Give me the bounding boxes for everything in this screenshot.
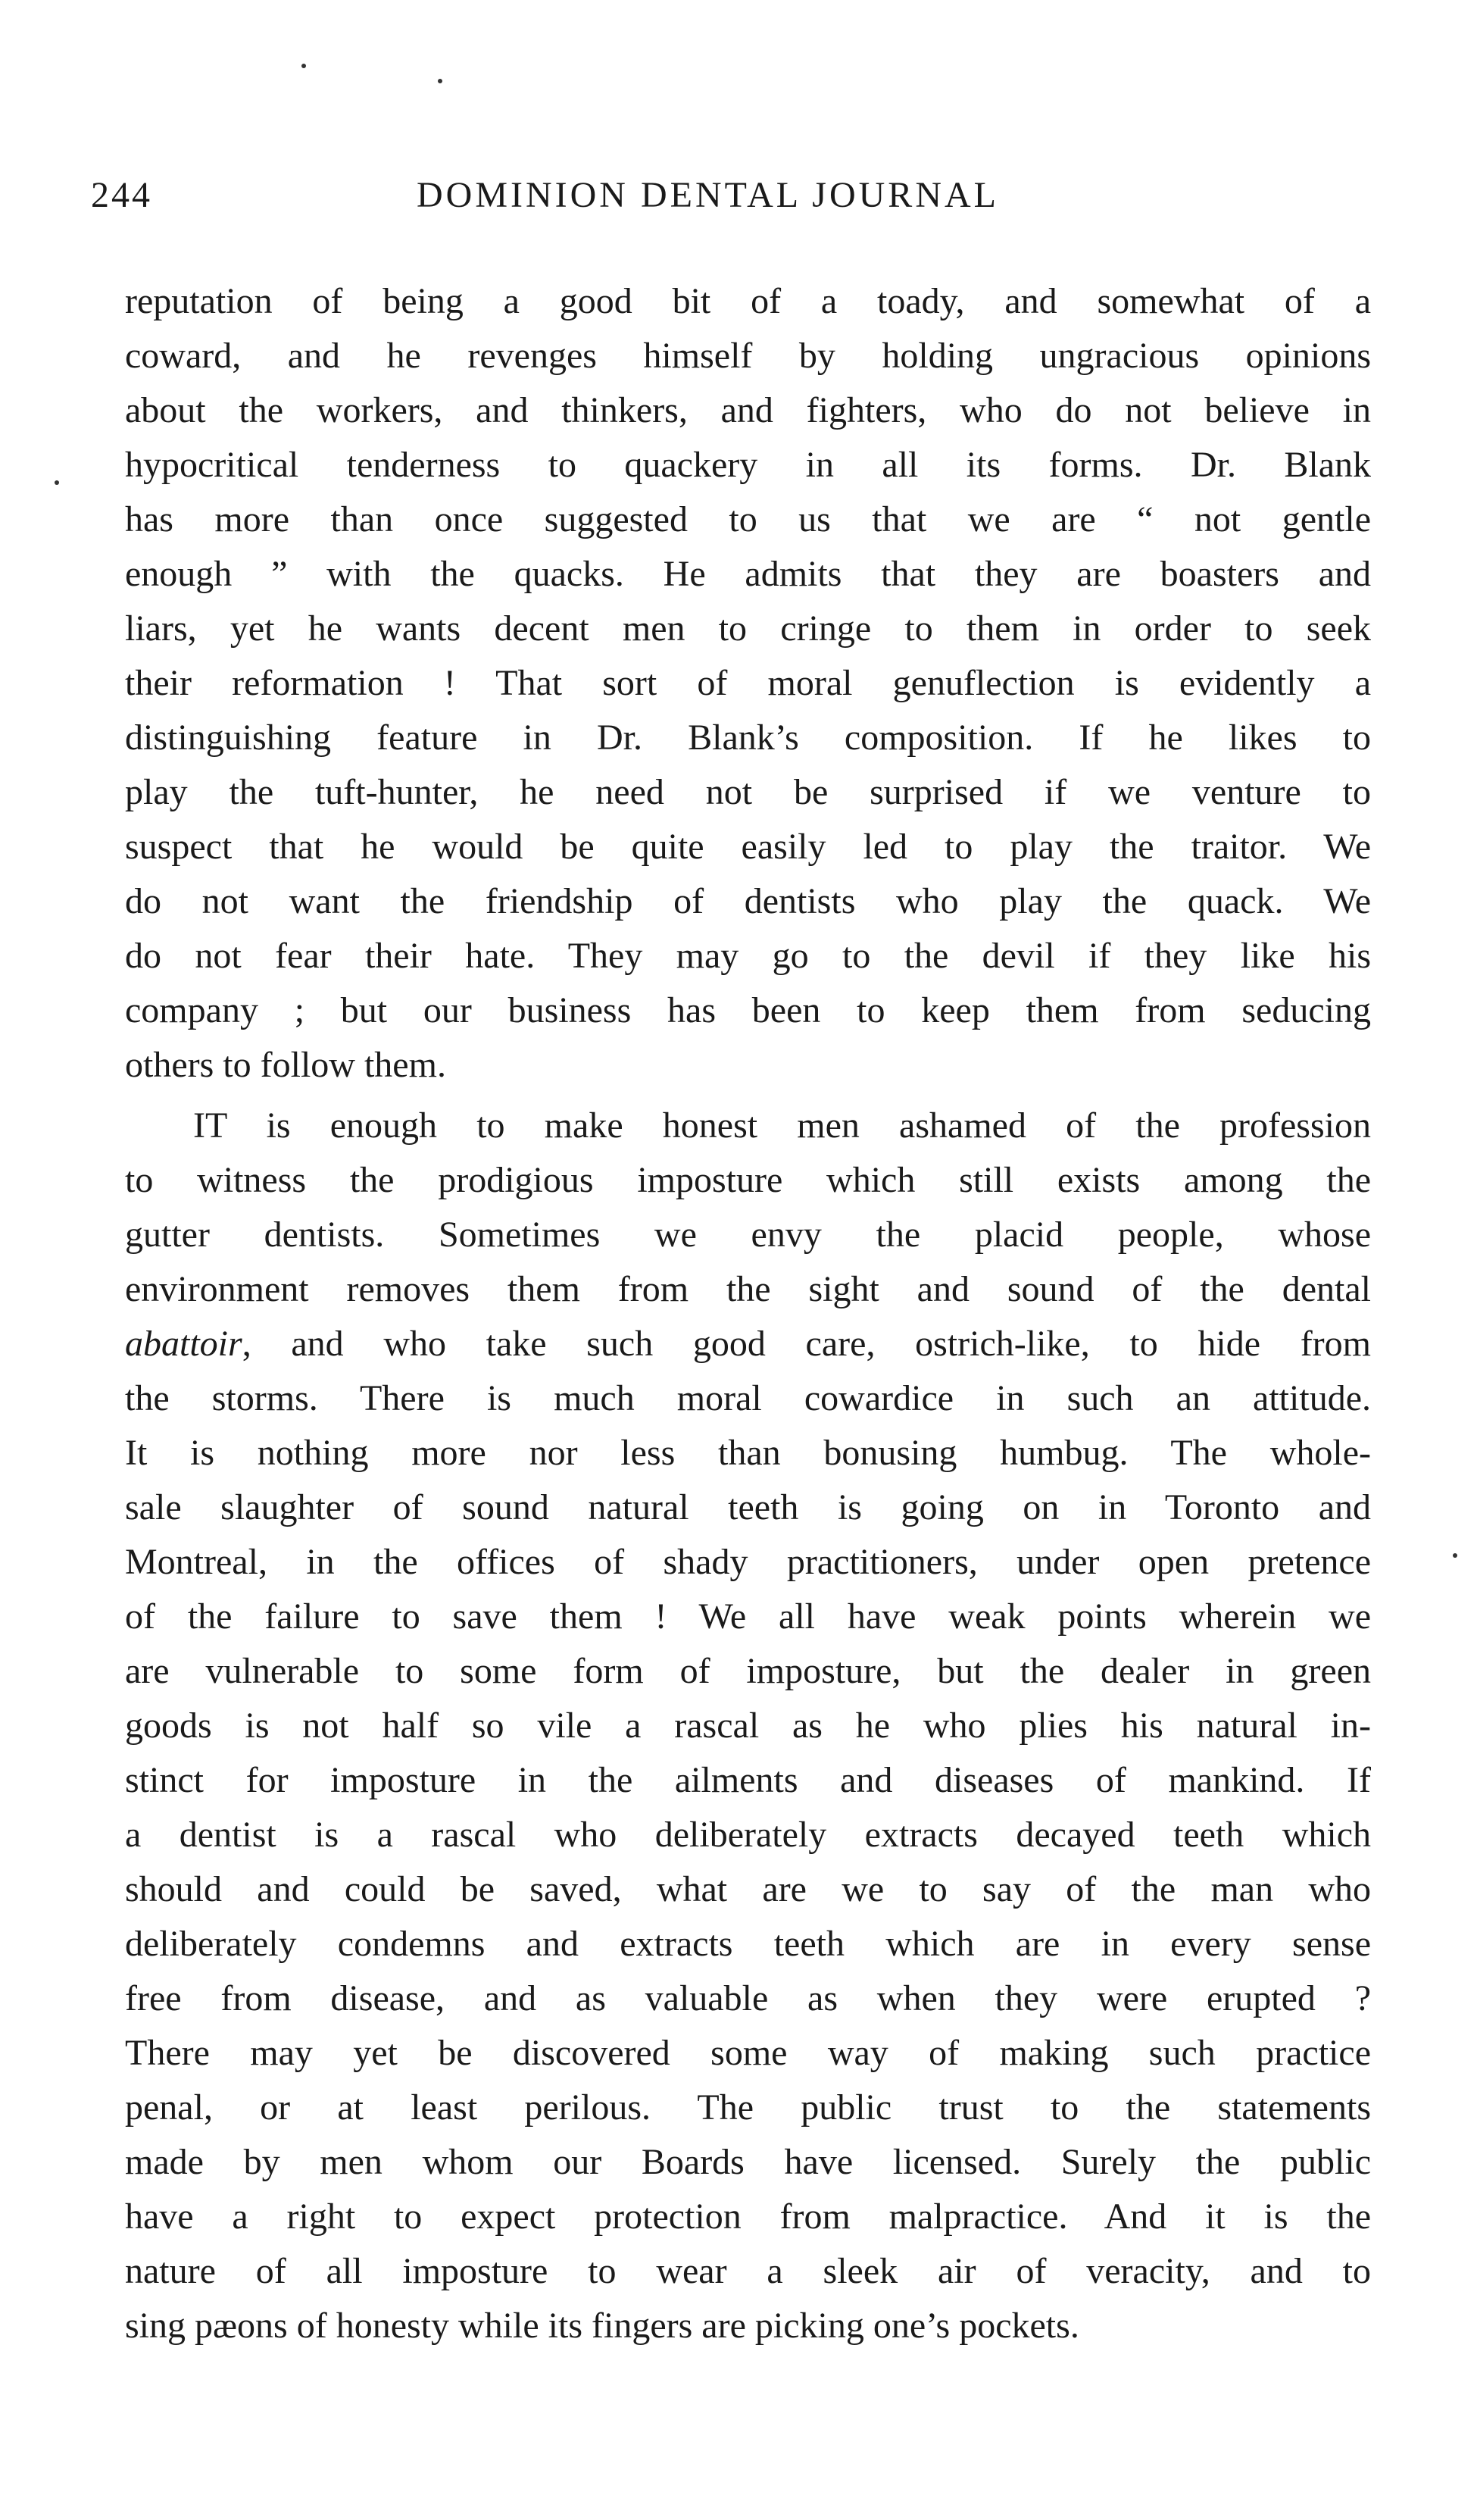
text-line: their reformation ! That sort of moral genuflection is evidently a	[125, 663, 1371, 703]
text-line: sing pæons of honesty while its fingers are picking one’s pockets.	[125, 2306, 1079, 2346]
text-line: It is nothing more nor less than bonusing humbug. The whole-	[125, 1433, 1371, 1473]
text-line: have a right to expect protection from malpractice. And it is the	[125, 2196, 1371, 2237]
text-line: the storms. There is much moral cowardice in such an attitude.	[125, 1378, 1371, 1418]
text-line: hypocritical tenderness to quackery in all its forms. Dr. Blank	[125, 445, 1371, 485]
text-line: goods is not half so vile a rascal as he who plies his natural in-	[125, 1706, 1371, 1746]
text-line: reputation of being a good bit of a toady, and somewhat of a	[125, 281, 1371, 321]
text-line: deliberately condemns and extracts teeth which are in every sense	[125, 1924, 1371, 1964]
text-line: are vulnerable to some form of imposture, but the dealer in green	[125, 1651, 1371, 1691]
text-line: sale slaughter of sound natural teeth is going on in Toronto and	[125, 1487, 1371, 1527]
text-line: environment removes them from the sight and sound of the dental	[125, 1269, 1371, 1309]
text-line: distinguishing feature in Dr. Blank’s composition. If he likes to	[125, 718, 1371, 758]
text-line: enough ” with the quacks. He admits that they are boasters and	[125, 554, 1371, 594]
paragraph-2	[125, 1099, 1371, 2353]
text-line: of the failure to save them ! We all have weak points wherein we	[125, 1596, 1371, 1637]
text-line: penal, or at least perilous. The public trust to the statements	[125, 2087, 1371, 2128]
running-head	[91, 174, 1371, 227]
text-line: a dentist is a rascal who deliberately extracts decayed teeth which	[125, 1815, 1371, 1855]
text-line: do not want the friendship of dentists who play the quack. We	[125, 881, 1371, 921]
text-line: coward, and he revenges himself by holding ungracious opinions	[125, 336, 1371, 376]
paragraph-1	[125, 274, 1371, 1093]
text-line: about the workers, and thinkers, and fighters, who do not believe in	[125, 390, 1371, 430]
text-line: free from disease, and as valuable as when they were erupted ?	[125, 1978, 1371, 2018]
text-line: has more than once suggested to us that we are “ not gentle	[125, 499, 1371, 539]
text-line: stinct for imposture in the ailments and diseases of mankind. If	[125, 1760, 1371, 1800]
scan-speck	[301, 64, 306, 68]
text-line: IT is enough to make honest men ashamed of the profession	[193, 1105, 1371, 1146]
text-line: Montreal, in the offices of shady practitioners, under open pretence	[125, 1542, 1371, 1582]
italic-word: abattoir	[125, 1324, 242, 1364]
scan-speck	[438, 79, 442, 83]
text-line: liars, yet he wants decent men to cringe to them in order to seek	[125, 608, 1371, 649]
text-line: should and could be saved, what are we to say of the man who	[125, 1869, 1371, 1909]
text-line: play the tuft-hunter, he need not be surprised if we venture to	[125, 772, 1371, 812]
text-line: company ; but our business has been to keep them from seducing	[125, 990, 1371, 1030]
text-line: nature of all imposture to wear a sleek air of veracity, and to	[125, 2251, 1371, 2291]
text-line: gutter dentists. Sometimes we envy the placid people, whose	[125, 1215, 1371, 1255]
text-line: others to follow them.	[125, 1045, 446, 1085]
scan-speck	[1453, 1553, 1457, 1558]
text-line: made by men whom our Boards have licensed. Surely the public	[125, 2142, 1371, 2182]
text-line-italic: abattoir, and who take such good care, ostrich-like, to hide from	[125, 1324, 1371, 1364]
text-line: There may yet be discovered some way of making such practice	[125, 2033, 1371, 2073]
text-line: to witness the prodigious imposture which still exists among the	[125, 1160, 1371, 1200]
page-number: 244	[91, 175, 152, 215]
scan-speck	[55, 480, 59, 485]
text-line: do not fear their hate. They may go to the devil if they like his	[125, 936, 1371, 976]
text-line: suspect that he would be quite easily led to play the traitor. We	[125, 827, 1371, 867]
journal-title: DOMINION DENTAL JOURNAL	[417, 175, 999, 215]
